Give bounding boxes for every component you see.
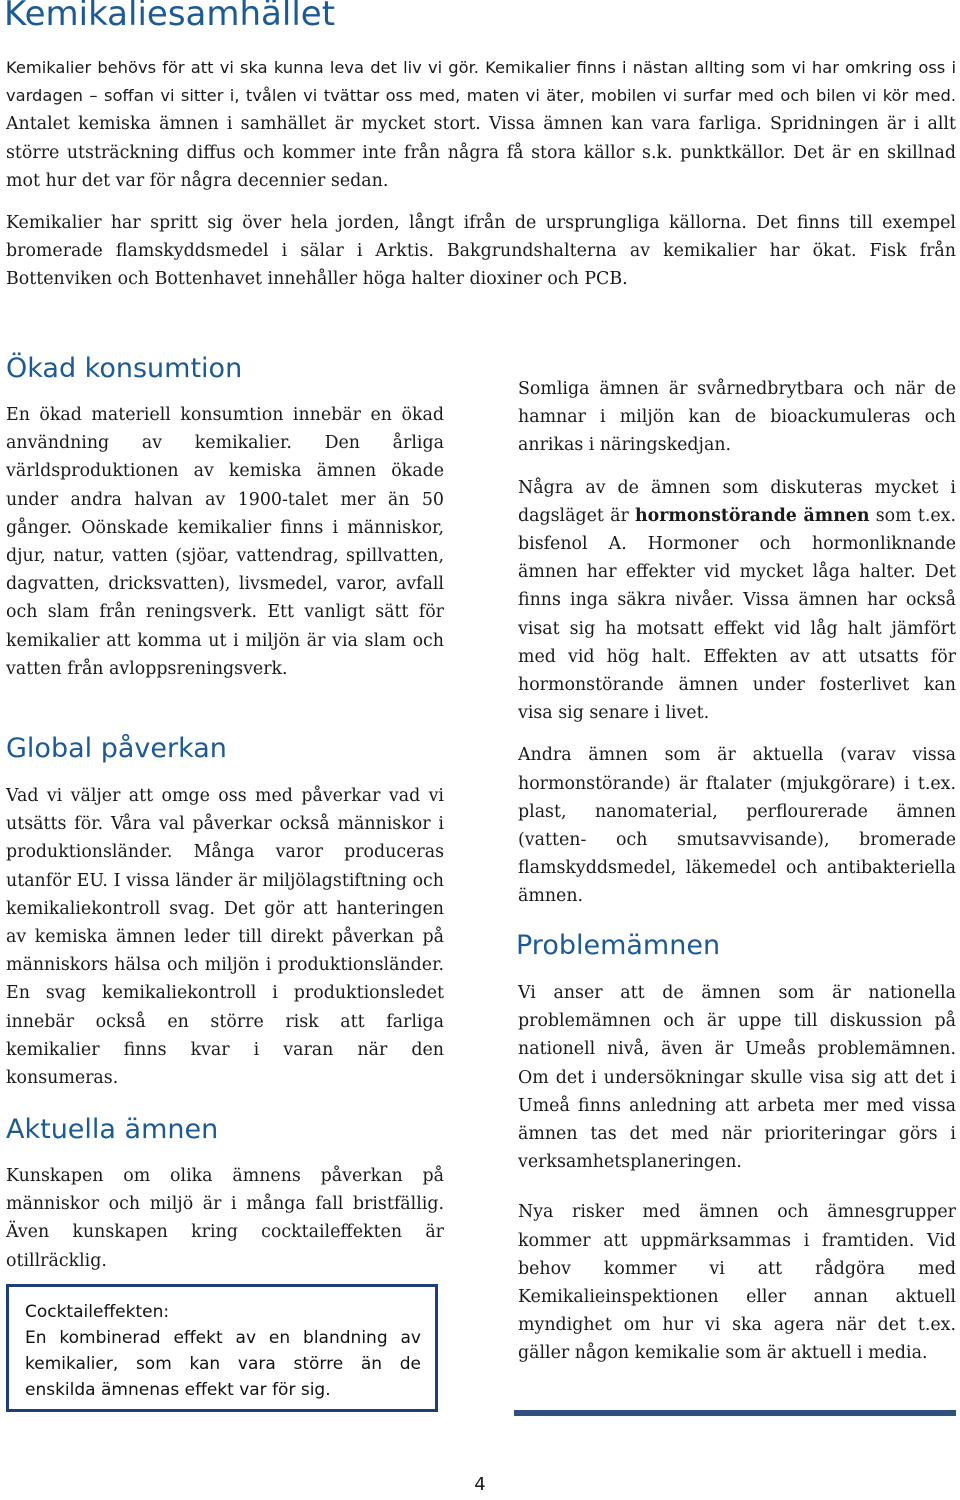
- cocktail-callout-box: [6, 1284, 438, 1412]
- aktuella-amnen-body: [6, 1162, 444, 1275]
- aktuella-paragraph: Kunskapen om olika ämnens påverkan på människor och miljö är i många fall bristfällig. Även kunskapen kring cocktaileffekten är otillräcklig.: [6, 1166, 444, 1271]
- problem-paragraph-1: Vi anser att de ämnen som är nationella problemämnen och är uppe till diskussion på nationell nivå, även är Umeås problemämnen. Om det i undersökningar skulle visa sig att det i Umeå finns anledning att arbeta mer med vissa ämnen tas det med när prioriteringar görs i verksamhetsplaneringen.: [518, 983, 956, 1173]
- intro-p1-serif-text: Antalet kemiska ämnen i samhället är mycket stort. Vissa ämnen kan vara farliga. Spridningen är i allt större utsträckning diffus och kommer inte från några få stora källor s.k. punktkällor. Det är en skillnad mot hur det var för några decennier sedan.: [6, 114, 956, 191]
- right-p2-text-a: Några av de ämnen som diskuteras mycket i dagsläget är: [518, 477, 956, 526]
- right-paragraph-1: Somliga ämnen är svårnedbrytbara och när de hamnar i miljön kan de bioackumuleras och anrikas i näringskedjan.: [518, 379, 956, 456]
- heading-global-paverkan: Global påverkan: [6, 733, 227, 764]
- heading-okad-konsumtion: Ökad konsumtion: [6, 353, 243, 384]
- hormone-term-bold: hormonstörande ämnen: [635, 505, 870, 526]
- intro-paragraph-2: Kemikalier har spritt sig över hela jorden, långt ifrån de ursprungliga källorna. Det finns till exempel bromerade flamskyddsmedel i sälar i Arktis. Bakgrundshalterna av kemikalier har ökat. Fisk från Bottenviken och Bottenhavet innehåller höga halter dioxiner och PCB.: [6, 213, 956, 290]
- okad-paragraph: En ökad materiell konsumtion innebär en ökad användning av kemikalier. Den årliga världsproduktionen av kemiska ämnen ökade under andra halvan av 1900-talet mer än 50 gånger. Oönskade kemikalier finns i människor, djur, natur, vatten (sjöar, vattendrag, spillvatten, dagvatten, dricksvatten), livsmedel, varor, avfall och slam från reningsverk. Ett vanligt sätt för kemikalier att komma ut i miljön är via slam och vatten från avloppsreningsverk.: [6, 405, 444, 679]
- intro-p1-sans-text: Kemikalier behövs för att vi ska kunna leva det liv vi gör. Kemikalier finns i nästan allting som vi har omkring oss i vardagen – soffan vi sitter i, tvålen vi tvättar oss med, maten vi äter, mobilen vi surfar med och bilen vi kör med.: [6, 58, 956, 106]
- global-paragraph: Vad vi väljer att omge oss med påverkar vad vi utsätts för. Våra val påverkar också människor i produktionsländer. Många varor produceras utanför EU. I vissa länder är miljölagstiftning och kemikaliekontroll svag. Det gör att hanteringen av kemiska ämnen leder till direkt påverkan på människors hälsa och miljön i produktionsländer. En svag kemikaliekontroll i produktionsledet innebär också en större risk att farliga kemikalier finns kvar i varan när den konsumeras.: [6, 786, 444, 1089]
- global-paverkan-body: [6, 782, 444, 1092]
- problemamnen-body: [518, 979, 956, 1368]
- right-column-body: [518, 375, 956, 911]
- intro-section: [6, 54, 956, 294]
- page-number: 4: [474, 1474, 486, 1495]
- heading-problemamnen: Problemämnen: [516, 930, 721, 961]
- page-title: Kemikaliesamhället: [4, 0, 336, 34]
- callout-body: En kombinerad effekt av en blandning av kemikalier, som kan vara större än de enskilda ämnenas effekt var för sig.: [25, 1328, 421, 1400]
- heading-aktuella-amnen: Aktuella ämnen: [6, 1114, 219, 1145]
- callout-title: Cocktaileffekten:: [25, 1302, 170, 1322]
- okad-konsumtion-body: [6, 401, 444, 683]
- problem-paragraph-2: Nya risker med ämnen och ämnesgrupper kommer att uppmärksammas i framtiden. Vid behov kommer vi att rådgöra med Kemikalieinspektionen eller annan aktuell myndighet om hur vi ska agera när det t.ex. gäller någon kemikalie som är aktuell i media.: [518, 1202, 956, 1364]
- section-divider-rule: [514, 1410, 956, 1416]
- right-p2-text-b: som t.ex. bisfenol A. Hormoner och hormonliknande ämnen har effekter vid mycket låga halter. Det finns inga säkra nivåer. Vissa ämnen har också visat sig ha motsatt effekt vid låg halt jämfört med vid hög halt. Effekten av att utsatts för hormonstörande ämnen under fosterlivet kan visa sig senare i livet.: [518, 505, 956, 724]
- intro-paragraph-1: [6, 54, 956, 195]
- right-paragraph-3: Andra ämnen som är aktuella (varav vissa hormonstörande) är ftalater (mjukgörare) i t.ex. plast, nanomaterial, perflourerade ämnen (vatten- och smutsavvisande), bromerade flamskyddsmedel, läkemedel och antibakteriella ämnen.: [518, 745, 956, 907]
- right-paragraph-2: [518, 474, 956, 728]
